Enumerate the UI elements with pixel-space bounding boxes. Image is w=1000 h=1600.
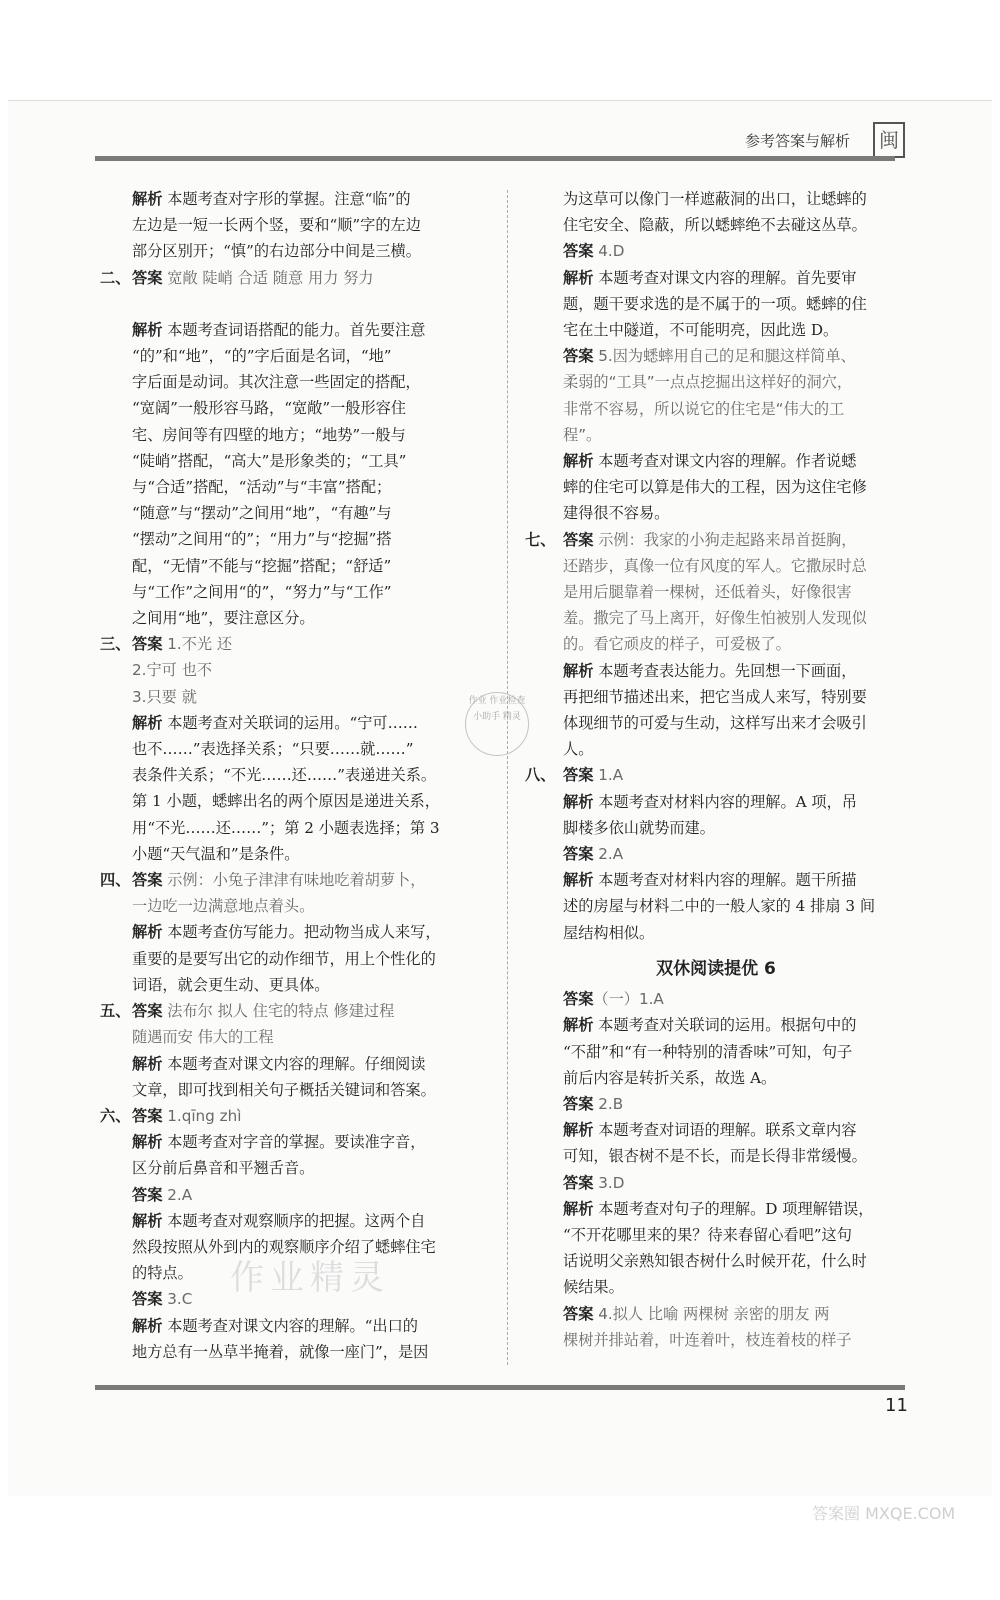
- text-line: [525, 369, 907, 395]
- answer-text: 一边吃一边满意地点着头。: [132, 897, 315, 916]
- text-line: [525, 1274, 907, 1300]
- text-line: [525, 291, 907, 317]
- body-text: 与“合适”搭配，“活动”与“丰富”搭配；: [132, 478, 392, 497]
- answer-text: 还踏步，真像一位有风度的军人。它撒尿时总: [563, 556, 867, 575]
- body-text: 本题考查对关联词的运用。根据句中的: [593, 1016, 857, 1035]
- text-line: [525, 527, 907, 553]
- text-line: [525, 1327, 907, 1353]
- body-text: “随意”与“摆动”之间用“地”，“有趣”与: [132, 504, 392, 523]
- item-label: 解析: [563, 452, 594, 471]
- answer-text: 1.A: [593, 766, 624, 785]
- body-text: 本题考查对关联词的运用。“宁可……: [162, 713, 418, 732]
- text-line: [525, 1117, 907, 1143]
- text-line: [525, 710, 907, 736]
- item-label: 答案: [563, 347, 594, 366]
- text-line: [100, 553, 480, 579]
- body-text: “不开花哪里来的果？待来春留心看吧”这句: [563, 1225, 852, 1244]
- text-line: [100, 343, 480, 369]
- body-text: 为这草可以像门一样遮蔽洞的出口，让蟋蟀的: [563, 190, 867, 208]
- answer-text: 羞。撒完了马上离开，好像生怕被别人发现似: [563, 609, 867, 628]
- body-text: 与“工作”之间用“的”，“努力”与“工作”: [132, 582, 392, 601]
- text-line: [100, 474, 480, 500]
- text-line: [525, 1039, 907, 1065]
- answer-text: （一）1.A: [593, 990, 664, 1009]
- answer-text: 4.拟人 比喻 两棵树 亲密的朋友 两: [593, 1304, 830, 1323]
- body-text: 本题考查对词语的理解。联系文章内容: [593, 1121, 857, 1140]
- body-text: 本题考查对课文内容的理解。“出口的: [162, 1316, 418, 1335]
- body-text: 本题考查对观察顺序的把握。这两个自: [162, 1211, 426, 1230]
- body-text: 本题考查对课文内容的理解。仔细阅读: [162, 1054, 426, 1073]
- text-line: [100, 631, 480, 657]
- item-label: 解析: [132, 320, 163, 339]
- body-text: 本题考查仿写能力。把动物当成人来写，: [162, 923, 441, 942]
- body-text: 住宅安全、隐蔽，所以蟋蟀绝不去碰这丛草。: [563, 216, 867, 235]
- body-text: 字后面是动词。其次注意一些固定的搭配，: [132, 373, 421, 392]
- text-line: [525, 448, 907, 474]
- answer-text: 棵树并排站着，叶连着叶，枝连着枝的样子: [563, 1330, 852, 1349]
- item-label: 解析: [132, 1133, 163, 1152]
- item-label: 解析: [563, 661, 594, 680]
- body-text: 小题“天气温和”是条件。: [132, 844, 300, 863]
- text-line: [100, 605, 480, 631]
- text-line: [525, 920, 907, 946]
- body-text: 表条件关系；“不光……还……”表递进关系。: [132, 766, 437, 785]
- text-line: [100, 1051, 480, 1077]
- text-line: [525, 474, 907, 500]
- body-text: 建得很不容易。: [563, 504, 670, 523]
- item-label: 答案: [563, 1173, 594, 1192]
- body-text: 的特点。: [132, 1264, 193, 1283]
- item-label: 答案: [132, 871, 163, 890]
- text-line: [525, 1222, 907, 1248]
- text-line: [100, 395, 480, 421]
- body-text: 本题考查对材料内容的理解。题干所描: [593, 871, 857, 890]
- question-number: 七、: [525, 530, 556, 549]
- column-divider: [507, 190, 508, 1365]
- body-text: 人。: [563, 740, 594, 759]
- body-text: 本题考查对课文内容的理解。作者说蟋: [593, 452, 857, 471]
- question-number: 四、: [100, 871, 131, 890]
- body-text: “的”和“地”，“的”字后面是名词，“地”: [132, 347, 392, 366]
- text-line: [525, 422, 907, 448]
- item-label: 答案: [563, 990, 594, 1009]
- text-line: [525, 893, 907, 919]
- question-number: 五、: [100, 1002, 131, 1021]
- item-label: 答案: [132, 1290, 163, 1309]
- text-line: [100, 448, 480, 474]
- body-text: “不甜”和“有一种特别的清香味”可知，句子: [563, 1042, 853, 1061]
- header-rule: [95, 156, 895, 161]
- answer-text: 宽敞 陡峭 合适 随意 用力 努力: [162, 268, 374, 287]
- body-text: 本题考查对句子的理解。D 项理解错误，: [593, 1199, 874, 1218]
- body-text: 文章，即可找到相关句子概括关键词和答案。: [132, 1080, 436, 1099]
- answer-text: 示例：小兔子津津有味地吃着胡萝卜，: [162, 871, 426, 890]
- text-line: [525, 684, 907, 710]
- text-line: [100, 579, 480, 605]
- text-line: [525, 789, 907, 815]
- body-text: 宅、房间等有四壁的地方；“地势”一般与: [132, 425, 406, 444]
- text-line: [100, 919, 480, 945]
- text-line: [525, 396, 907, 422]
- item-label: 答案: [132, 635, 163, 654]
- item-label: 答案: [563, 1094, 594, 1113]
- item-label: 答案: [132, 1185, 163, 1204]
- body-text: 述的房屋与材料二中的一般人家的 4 排扇 3 间: [563, 897, 876, 916]
- answer-text: 3.D: [593, 1173, 625, 1192]
- body-text: 本题考查对材料内容的理解。A 项，吊: [593, 792, 857, 811]
- text-line: [100, 186, 480, 212]
- text-line: [100, 422, 480, 448]
- page-number: 11: [885, 1395, 908, 1416]
- body-text: 前后内容是转折关系，故选 A。: [563, 1068, 777, 1087]
- stamp-watermark: 作业 作业检查小助手 精灵: [465, 692, 529, 756]
- text-line: [525, 736, 907, 762]
- question-number: 三、: [100, 635, 131, 654]
- body-text: 第 1 小题，蟋蟀出名的两个原因是递进关系，: [132, 792, 440, 811]
- answer-text: 随遇而安 伟大的工程: [132, 1028, 274, 1047]
- answer-text: 3.只要 就: [132, 687, 197, 706]
- item-label: 答案: [563, 530, 594, 549]
- body-text: 本题考查表达能力。先回想一下画面，: [593, 661, 857, 680]
- answer-text: 3.C: [162, 1290, 193, 1309]
- body-text: 本题考查词语搭配的能力。首先要注意: [162, 320, 426, 339]
- text-line: [525, 631, 907, 657]
- answer-text: 2.宁可 也不: [132, 661, 213, 680]
- text-line: [100, 1155, 480, 1181]
- text-line: [525, 265, 907, 291]
- item-label: 答案: [563, 242, 594, 261]
- text-line: [100, 841, 480, 867]
- item-label: 答案: [132, 268, 163, 287]
- item-label: 解析: [563, 1121, 594, 1140]
- answer-text: 程”。: [563, 425, 602, 444]
- answer-text: 2.B: [593, 1094, 624, 1113]
- text-line: [100, 526, 480, 552]
- text-line: [100, 1077, 480, 1103]
- footer-rule: [95, 1385, 905, 1390]
- body-text: 本题考查对字形的掌握。注意“临”的: [162, 190, 411, 208]
- text-line: [100, 815, 480, 841]
- body-text: 配，“无情”不能与“挖掘”搭配；“舒适”: [132, 556, 392, 575]
- item-label: 解析: [563, 792, 594, 811]
- item-label: 答案: [132, 1002, 163, 1021]
- corner-watermark: 答案圈 MXQE.COM: [812, 1504, 956, 1523]
- text-line: [100, 1313, 480, 1339]
- item-label: 解析: [563, 1199, 594, 1218]
- body-text: 也不……”表选择关系；“只要……就……”: [132, 740, 414, 759]
- text-line: [100, 1129, 480, 1155]
- text-line: [100, 1182, 480, 1208]
- text-line: [100, 946, 480, 972]
- text-line: [100, 1103, 480, 1129]
- text-line: [100, 238, 480, 264]
- text-line: [100, 684, 480, 710]
- body-text: 宅在土中隧道，不可能明亮，因此选 D。: [563, 321, 839, 340]
- item-label: 解析: [132, 713, 163, 732]
- question-number: 六、: [100, 1106, 131, 1125]
- text-line: [525, 1301, 907, 1327]
- text-line: [525, 186, 907, 212]
- text-line: [100, 972, 480, 998]
- text-line: [525, 579, 907, 605]
- text-line: [525, 841, 907, 867]
- body-text: 屋结构相似。: [563, 923, 655, 942]
- item-label: 答案: [563, 1304, 594, 1323]
- body-text: 本题考查对字音的掌握。要读准字音，: [162, 1133, 426, 1152]
- text-line: [525, 1196, 907, 1222]
- right-column: [525, 186, 907, 1353]
- body-text: “陡峭”搭配，“高大”是形象类的；“工具”: [132, 451, 407, 470]
- answer-text: 1.不光 还: [162, 635, 233, 654]
- text-line: [100, 710, 480, 736]
- body-text: 蟀的住宅可以算是伟大的工程，因为这住宅修: [563, 478, 867, 497]
- answer-text: 示例：我家的小狗走起路来昂首挺胸，: [593, 530, 857, 549]
- body-text: “宽阔”一般形容马路，“宽敞”一般形容住: [132, 399, 407, 418]
- body-text: “摆动”之间用“的”；“用力”与“挖掘”搭: [132, 530, 392, 549]
- text-line: [525, 605, 907, 631]
- text-line: [525, 1170, 907, 1196]
- text-line: [100, 265, 480, 291]
- answer-text: 非常不容易，所以说它的住宅是“伟大的工: [563, 399, 845, 418]
- text-line: [100, 500, 480, 526]
- body-text: 脚楼多依山就势而建。: [563, 818, 715, 837]
- text-line: [525, 238, 907, 264]
- body-text: 候结果。: [563, 1278, 624, 1297]
- text-line: [100, 736, 480, 762]
- text-line: [525, 1091, 907, 1117]
- text-line: [100, 317, 480, 343]
- answer-text: 2.A: [593, 845, 624, 864]
- text-line: [525, 212, 907, 238]
- left-column: [100, 186, 480, 1365]
- header-title: 参考答案与解析: [745, 132, 851, 150]
- text-line: [100, 657, 480, 683]
- text-line: [525, 762, 907, 788]
- faint-watermark: 作业精灵: [230, 1258, 390, 1298]
- text-line: [525, 815, 907, 841]
- item-label: 解析: [563, 1016, 594, 1035]
- body-text: 体现细节的可爱与生动，这样写出来才会吸引: [563, 714, 867, 733]
- body-text: 然段按照从外到内的观察顺序介绍了蟋蟀住宅: [132, 1237, 436, 1256]
- text-line: [100, 1339, 480, 1365]
- text-line: [525, 343, 907, 369]
- text-line: [100, 212, 480, 238]
- text-line: [100, 893, 480, 919]
- text-line: [525, 1248, 907, 1274]
- answer-text: 是用后腿靠着一棵树，还低着头，好像很害: [563, 583, 852, 602]
- answer-text: 2.A: [162, 1185, 193, 1204]
- text-line: [525, 867, 907, 893]
- body-text: 地方总有一丛草半掩着，就像一座门”，是因: [132, 1342, 429, 1361]
- body-text: 之间用“地”，要注意区分。: [132, 609, 315, 628]
- text-line: [100, 762, 480, 788]
- body-text: 部分区别开；“慎”的右边部分中间是三横。: [132, 242, 421, 261]
- item-label: 解析: [132, 1054, 163, 1073]
- body-text: 题，题干要求选的是不属于的一项。蟋蟀的住: [563, 294, 867, 313]
- item-label: 解析: [132, 1211, 163, 1230]
- item-label: 答案: [563, 845, 594, 864]
- body-text: 可知，银杏树不是不长，而是长得非常缓慢。: [563, 1147, 867, 1166]
- body-text: 本题考查对课文内容的理解。首先要审: [593, 268, 857, 287]
- header-logo: 闽: [873, 122, 905, 158]
- text-line: [100, 369, 480, 395]
- text-line: [525, 1143, 907, 1169]
- text-line: [525, 317, 907, 343]
- question-number: 八、: [525, 766, 556, 785]
- text-line: [100, 1024, 480, 1050]
- text-line: [525, 500, 907, 526]
- question-number: 二、: [100, 268, 131, 287]
- item-label: 解析: [132, 923, 163, 942]
- body-text: 话说明父亲熟知银杏树什么时候开花，什么时: [563, 1252, 867, 1271]
- answer-text: 柔弱的“工具”一点点挖掘出这样好的洞穴，: [563, 373, 853, 392]
- item-label: 解析: [563, 871, 594, 890]
- item-label: 解析: [132, 1316, 163, 1335]
- text-line: [100, 867, 480, 893]
- text-line: [525, 986, 907, 1012]
- text-line: [100, 291, 480, 317]
- answer-text: 4.D: [593, 242, 625, 261]
- text-line: [100, 788, 480, 814]
- body-text: 重要的是要写出它的动作细节，用上个性化的: [132, 949, 436, 968]
- body-text: 左边是一短一长两个竖，要和“顺”字的左边: [132, 216, 421, 235]
- text-line: [525, 553, 907, 579]
- body-text: 区分前后鼻音和平翘舌音。: [132, 1159, 315, 1178]
- item-label: 解析: [132, 190, 163, 208]
- answer-text: 的。看它顽皮的样子，可爱极了。: [563, 635, 791, 654]
- section-title: 双休阅读提优 6: [656, 958, 776, 979]
- item-label: 解析: [563, 268, 594, 287]
- item-label: 答案: [132, 1106, 163, 1125]
- body-text: 用“不光……还……”；第 2 小题表选择；第 3: [132, 818, 440, 837]
- text-line: [100, 998, 480, 1024]
- answer-text: 1.qīng zhì: [162, 1106, 242, 1125]
- body-text: 词语，就会更生动、更具体。: [132, 975, 330, 994]
- text-line: [525, 658, 907, 684]
- text-line: [100, 1208, 480, 1234]
- answer-text: 法布尔 拟人 住宅的特点 修建过程: [162, 1002, 395, 1021]
- answer-text: 5.因为蟋蟀用自己的足和腿这样简单、: [593, 347, 856, 366]
- body-text: 再把细节描述出来，把它当成人来写，特别要: [563, 687, 867, 706]
- text-line: [525, 1012, 907, 1038]
- text-line: [525, 1065, 907, 1091]
- item-label: 答案: [563, 766, 594, 785]
